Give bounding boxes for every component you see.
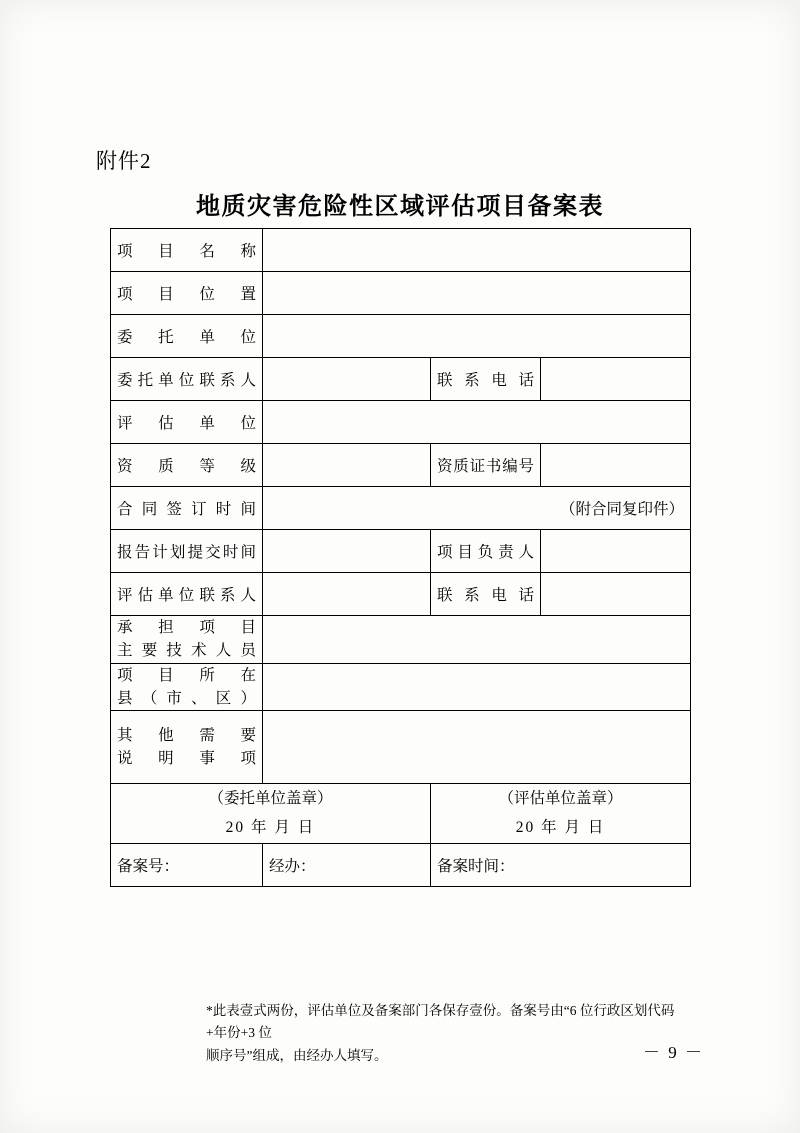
row-label-contract-date: 合 同 签 订 时 间 bbox=[111, 487, 263, 530]
row-label-project-county-line1: 项 目 所 在 bbox=[117, 666, 256, 684]
row-label-project-location: 项 目 位 置 bbox=[111, 272, 263, 315]
signature-row bbox=[111, 784, 691, 844]
footnote-line-2: 顺序号”组成，由经办人填写。 bbox=[206, 1047, 388, 1063]
row-value-project-location[interactable] bbox=[263, 272, 691, 315]
row-value-qualification-grade[interactable] bbox=[263, 444, 431, 487]
row-value-assessment-contact[interactable] bbox=[263, 573, 431, 616]
row-value-project-county[interactable] bbox=[263, 663, 691, 711]
row-label-other-notes bbox=[111, 711, 263, 784]
row-label-certificate-no: 资质证书编号 bbox=[431, 444, 541, 487]
row-label-assessment-contact: 评估单位联系人 bbox=[111, 573, 263, 616]
row-value-project-manager[interactable] bbox=[541, 530, 691, 573]
row-value-client-phone[interactable] bbox=[541, 358, 691, 401]
signature-client-date: 20 年 月 日 bbox=[225, 819, 316, 837]
footnote-line-1: *此表壹式两份，评估单位及备案部门各保存壹份。备案号由“6 位行政区划代码+年份+3 位 bbox=[206, 1003, 675, 1041]
row-label-report-due-date: 报告计划提交时间 bbox=[111, 530, 263, 573]
table-row bbox=[111, 573, 691, 616]
project-filing-form bbox=[110, 228, 691, 887]
row-value-assessment-unit[interactable] bbox=[263, 401, 691, 444]
signature-client-label: （委托单位盖章） bbox=[208, 790, 333, 807]
row-value-project-name[interactable] bbox=[263, 229, 691, 272]
footer-row bbox=[111, 843, 691, 886]
table-row bbox=[111, 530, 691, 573]
row-label-technical-staff bbox=[111, 616, 263, 664]
table-row bbox=[111, 358, 691, 401]
row-label-other-notes-line1: 其 他 需 要 bbox=[117, 726, 256, 744]
footer-record-no-label: 备案号： bbox=[111, 843, 263, 886]
row-label-project-county bbox=[111, 663, 263, 711]
row-value-certificate-no[interactable] bbox=[541, 444, 691, 487]
row-value-client-unit[interactable] bbox=[263, 315, 691, 358]
row-value-other-notes[interactable] bbox=[263, 711, 691, 784]
signature-assessment-label: （评估单位盖章） bbox=[498, 790, 623, 807]
row-label-client-phone: 联 系 电 话 bbox=[431, 358, 541, 401]
page-title: 地质灾害危险性区域评估项目备案表 bbox=[196, 194, 604, 220]
table-row bbox=[111, 663, 691, 711]
signature-client-cell[interactable] bbox=[111, 784, 431, 844]
table-row bbox=[111, 401, 691, 444]
row-label-project-name: 项 目 名 称 bbox=[111, 229, 263, 272]
row-label-client-unit: 委 托 单 位 bbox=[111, 315, 263, 358]
row-label-assessment-unit: 评 估 单 位 bbox=[111, 401, 263, 444]
row-label-client-contact: 委托单位联系人 bbox=[111, 358, 263, 401]
footer-handler-label: 经办： bbox=[263, 843, 431, 886]
table-row bbox=[111, 229, 691, 272]
attachment-label: 附件2 bbox=[96, 149, 152, 173]
row-label-other-notes-line2: 说 明 事 项 bbox=[117, 750, 256, 767]
signature-assessment-cell[interactable] bbox=[431, 784, 691, 844]
row-label-project-county-line2: 县 （ 市 、 区 ） bbox=[117, 689, 256, 707]
table-row bbox=[111, 487, 691, 530]
row-label-technical-staff-line1: 承 担 项 目 bbox=[117, 619, 256, 636]
signature-assessment-date: 20 年 月 日 bbox=[515, 819, 606, 837]
row-label-qualification-grade: 资 质 等 级 bbox=[111, 444, 263, 487]
table-row bbox=[111, 444, 691, 487]
row-value-report-due-date[interactable] bbox=[263, 530, 431, 573]
row-value-client-contact[interactable] bbox=[263, 358, 431, 401]
row-label-assessment-phone: 联 系 电 话 bbox=[431, 573, 541, 616]
table-row bbox=[111, 272, 691, 315]
table-row bbox=[111, 711, 691, 784]
row-label-technical-staff-line2: 主 要 技 术 人 员 bbox=[117, 642, 256, 660]
page-number: － 9 － bbox=[643, 1043, 704, 1062]
table-row bbox=[111, 616, 691, 664]
row-value-assessment-phone[interactable] bbox=[541, 573, 691, 616]
row-note-contract-copy: （附合同复印件） bbox=[263, 487, 691, 530]
footnote bbox=[206, 1000, 694, 1067]
row-label-project-manager: 项 目 负 责 人 bbox=[431, 530, 541, 573]
table-row bbox=[111, 315, 691, 358]
row-value-technical-staff[interactable] bbox=[263, 616, 691, 664]
footer-record-time-label: 备案时间： bbox=[431, 843, 691, 886]
